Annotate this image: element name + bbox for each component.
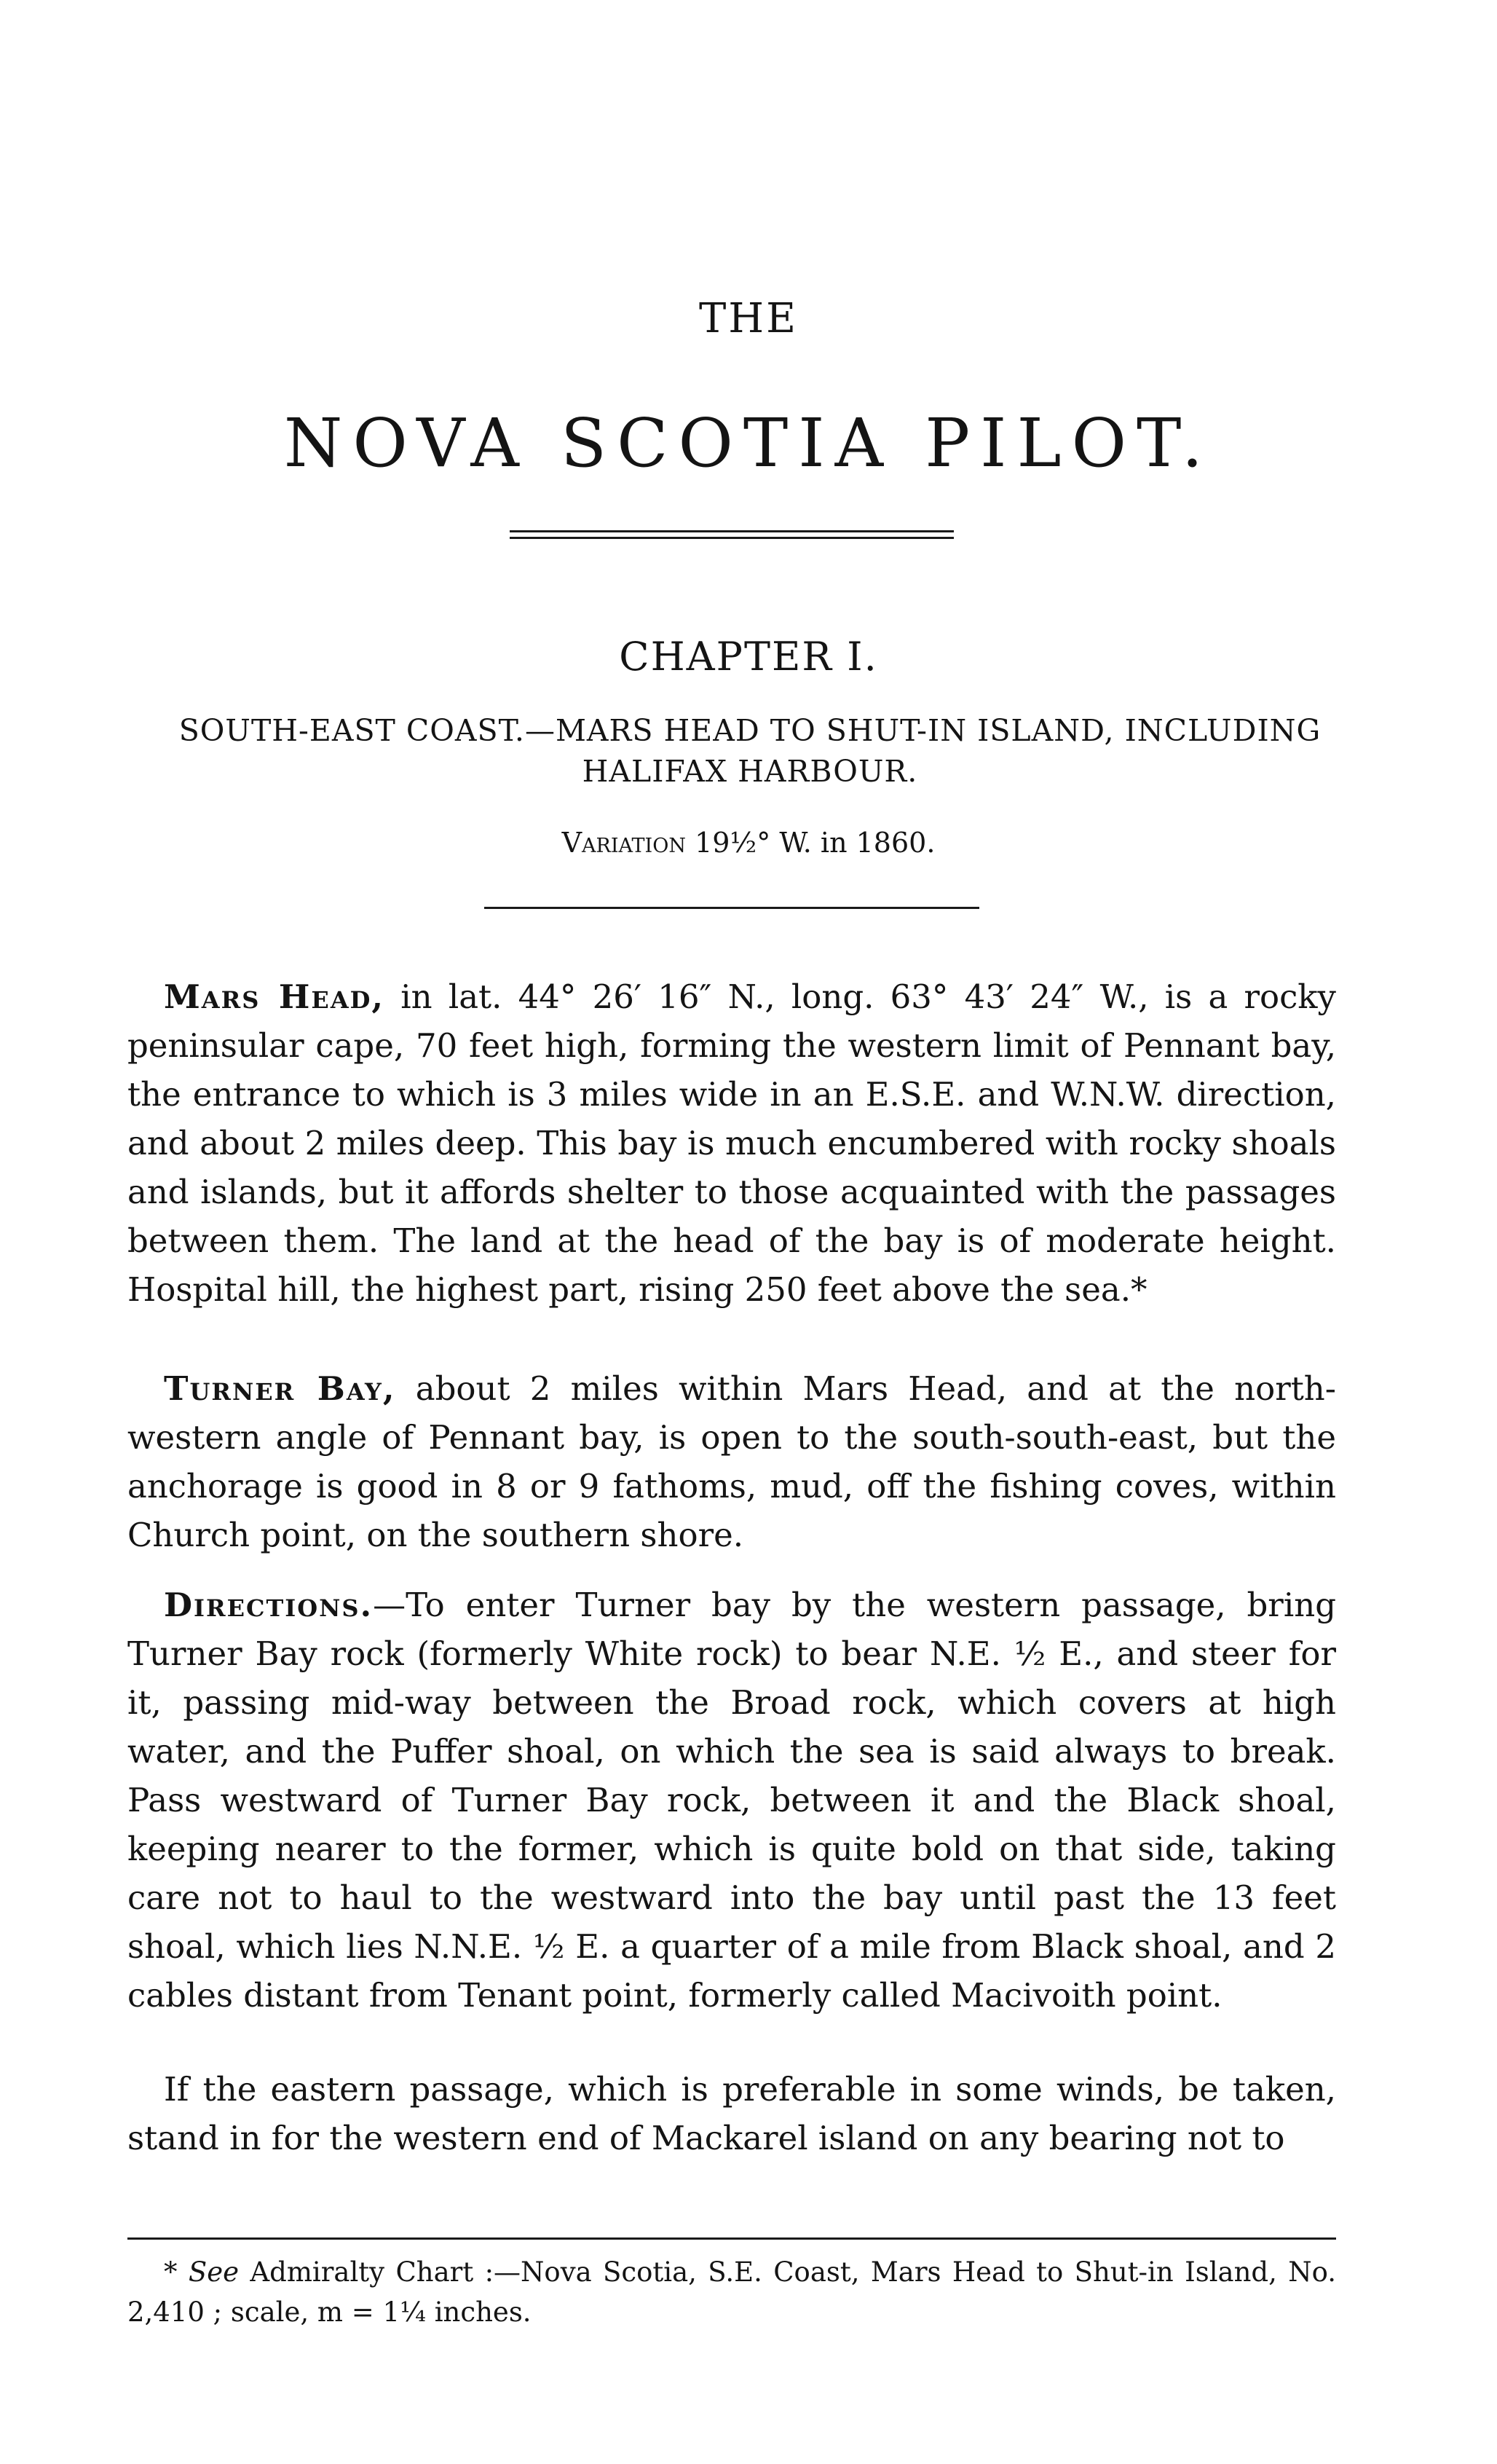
paragraph-directions bbox=[127, 1581, 1336, 2020]
book-title: NOVA SCOTIA PILOT. bbox=[283, 404, 1214, 482]
paragraph-text: in lat. 44° 26′ 16″ N., long. 63° 43′ 24″ W., is a rocky peninsular cape, 70 feet high, forming the western limit of Pennant bay, the entrance to which is 3 miles wide in an E.S.E. and W.N.W. direction, and about 2 miles deep. This bay is much encumbered with rocky shoals and islands, but it affords shelter to those acquainted with the passages between them. The land at the head of the bay is of moderate height. Hospital hill, the highest part, rising 250 feet above the sea.* bbox=[127, 977, 1336, 1309]
title-double-rule bbox=[510, 530, 954, 539]
chapter-heading: CHAPTER I. bbox=[619, 634, 878, 680]
variation-note bbox=[0, 827, 1497, 859]
paragraph-lead: Mars Head, bbox=[164, 977, 385, 1016]
footnote-see: See bbox=[188, 2256, 240, 2288]
chapter-subtitle: SOUTH-EAST COAST.—MARS HEAD TO SHUT-IN ISLAND, INCLUDING HALIFAX HARBOUR. bbox=[178, 713, 1322, 789]
paragraph-turner-bay bbox=[127, 1364, 1336, 1559]
title-kicker: THE bbox=[698, 295, 799, 342]
paragraph-mars-head bbox=[127, 972, 1336, 1314]
paragraph-text: about 2 miles within Mars Head, and at the north-western angle of Pennant bay, is open to the south-south-east, but the anchorage is good in 8 or 9 fathoms, mud, off the fishing coves, within Church point, on the southern shore. bbox=[127, 1369, 1336, 1554]
paragraph-text: —To enter Turner bay by the western passage, bring Turner Bay rock (formerly White rock) to bear N.E. ½ E., and steer for it, passing mid-way between the Broad rock, which covers at high water, and the Puffer shoal, on which the sea is said always to break. Pass westward of Turner Bay rock, between it and the Black shoal, keeping nearer to the former, which is quite bold on that side, taking care not to haul to the westward into the bay until past the 13 feet shoal, which lies N.N.E. ½ E. a quarter of a mile from Black shoal, and 2 cables distant from Tenant point, formerly called Macivoith point. bbox=[127, 1586, 1336, 2015]
paragraph-eastern-passage bbox=[127, 2065, 1336, 2162]
variation-value: 19½° W. in 1860. bbox=[695, 827, 936, 859]
paragraph-lead: Turner Bay, bbox=[164, 1369, 396, 1408]
section-rule bbox=[484, 907, 979, 909]
footnote-marker: * bbox=[164, 2256, 189, 2288]
footnote-text: Admiralty Chart :—Nova Scotia, S.E. Coast, Mars Head to Shut-in Island, No. 2,410 ; scale, m = 1¼ inches. bbox=[127, 2256, 1337, 2328]
footnote-rule bbox=[127, 2237, 1336, 2240]
footnote bbox=[127, 2252, 1336, 2332]
paragraph-text: If the eastern passage, which is preferable in some winds, be taken, stand in for the western end of Mackarel island on any bearing not to bbox=[127, 2070, 1336, 2157]
variation-label: Variation bbox=[561, 827, 686, 859]
paragraph-lead: Directions. bbox=[164, 1586, 374, 1624]
